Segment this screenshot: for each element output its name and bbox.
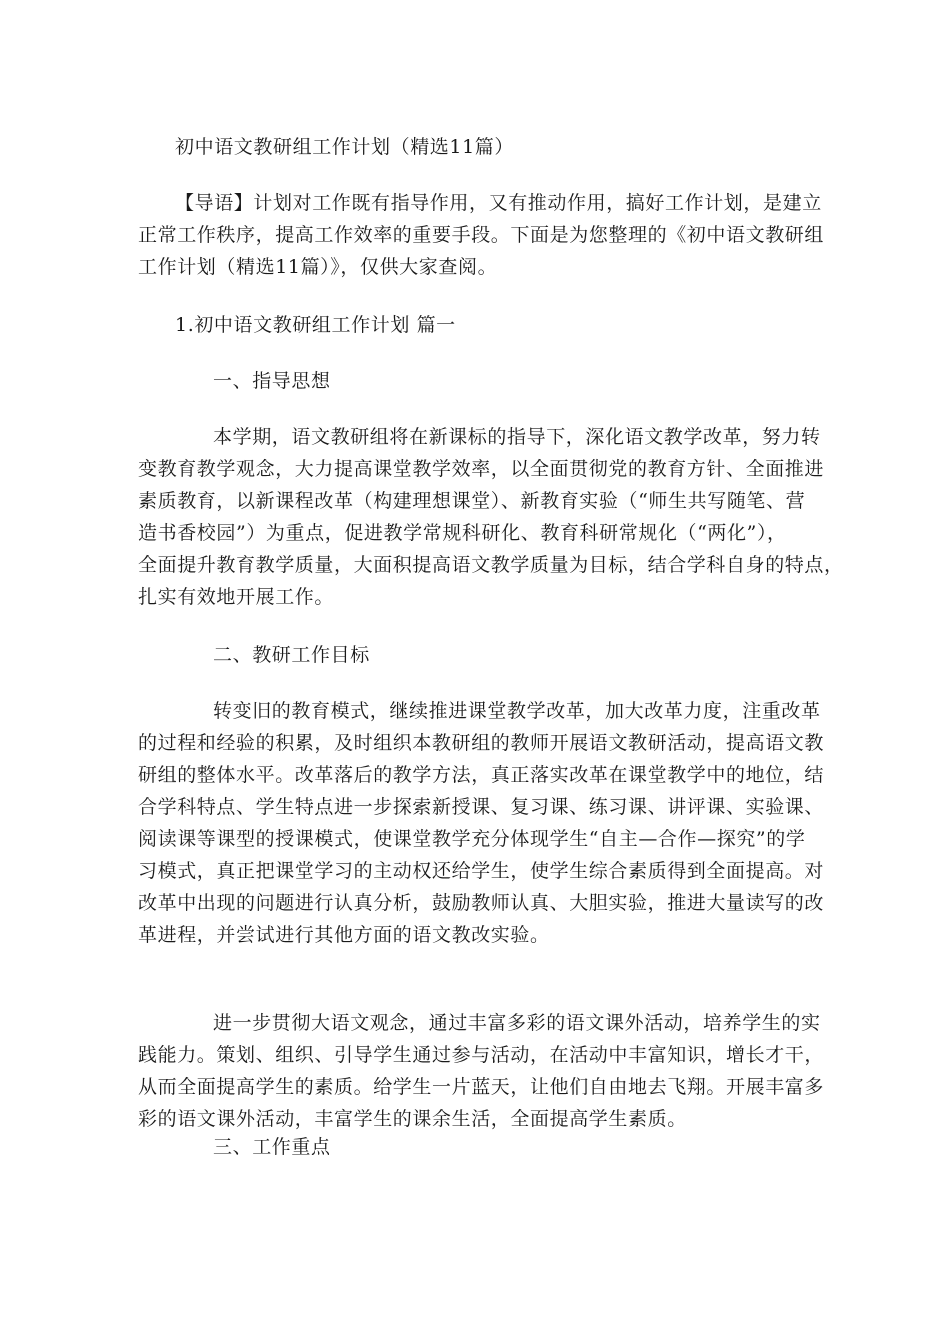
intro-line: 【导语】计划对工作既有指导作用，又有推动作用，搞好工作计划，是建立 [175, 192, 822, 214]
subheading-guiding-thought: 一、指导思想 [213, 370, 331, 392]
paragraph-line: 合学科特点、学生特点进一步探索新授课、复习课、练习课、讲评课、实验课、 [138, 796, 825, 818]
paragraph-line: 从而全面提高学生的素质。给学生一片蓝天，让他们自由地去飞翔。开展丰富多 [138, 1076, 825, 1098]
paragraph-line: 扎实有效地开展工作。 [138, 586, 335, 608]
paragraph-line: 革进程，并尝试进行其他方面的语文教改实验。 [138, 924, 550, 946]
subheading-research-goals: 二、教研工作目标 [213, 644, 370, 666]
paragraph-line: 彩的语文课外活动，丰富学生的课余生活，全面提高学生素质。 [138, 1108, 687, 1130]
paragraph-line: 改革中出现的问题进行认真分析，鼓励教师认真、大胆实验，推进大量读写的改 [138, 892, 825, 914]
intro-line: 工作计划（精选11篇）》，仅供大家查阅。 [138, 256, 498, 278]
paragraph-line: 本学期，语文教研组将在新课标的指导下，深化语文教学改革，努力转 [213, 426, 821, 448]
paragraph-line: 研组的整体水平。改革落后的教学方法，真正落实改革在课堂教学中的地位，结 [138, 764, 825, 786]
paragraph-line: 转变旧的教育模式，继续推进课堂教学改革，加大改革力度，注重改革 [213, 700, 821, 722]
paragraph-line: 践能力。策划、组织、引导学生通过参与活动，在活动中丰富知识，增长才干， [138, 1044, 825, 1066]
paragraph-line: 全面提升教育教学质量，大面积提高语文教学质量为目标，结合学科自身的特点， [138, 554, 844, 576]
paragraph-line: 变教育教学观念，大力提高课堂教学效率，以全面贯彻党的教育方针、全面推进 [138, 458, 825, 480]
paragraph-line: 进一步贯彻大语文观念，通过丰富多彩的语文课外活动，培养学生的实 [213, 1012, 821, 1034]
paragraph-line: 习模式，真正把课堂学习的主动权还给学生，使学生综合素质得到全面提高。对 [138, 860, 825, 882]
intro-line: 正常工作秩序，提高工作效率的重要手段。下面是为您整理的《初中语文教研组 [138, 224, 825, 246]
subheading-work-focus: 三、工作重点 [213, 1136, 331, 1158]
paragraph-line: 素质教育，以新课程改革（构建理想课堂）、新教育实验（“师生共写随笔、营 [138, 490, 806, 512]
document-title: 初中语文教研组工作计划（精选11篇） [175, 136, 514, 158]
paragraph-line: 阅读课等课型的授课模式，使课堂教学充分体现学生“自主—合作—探究”的学 [138, 828, 806, 850]
section-heading: 1.初中语文教研组工作计划 篇一 [175, 314, 456, 336]
paragraph-line: 造书香校园”）为重点，促进教学常规科研化、教育科研常规化（“两化”）， [138, 522, 787, 544]
paragraph-line: 的过程和经验的积累，及时组织本教研组的教师开展语文教研活动，提高语文教 [138, 732, 825, 754]
